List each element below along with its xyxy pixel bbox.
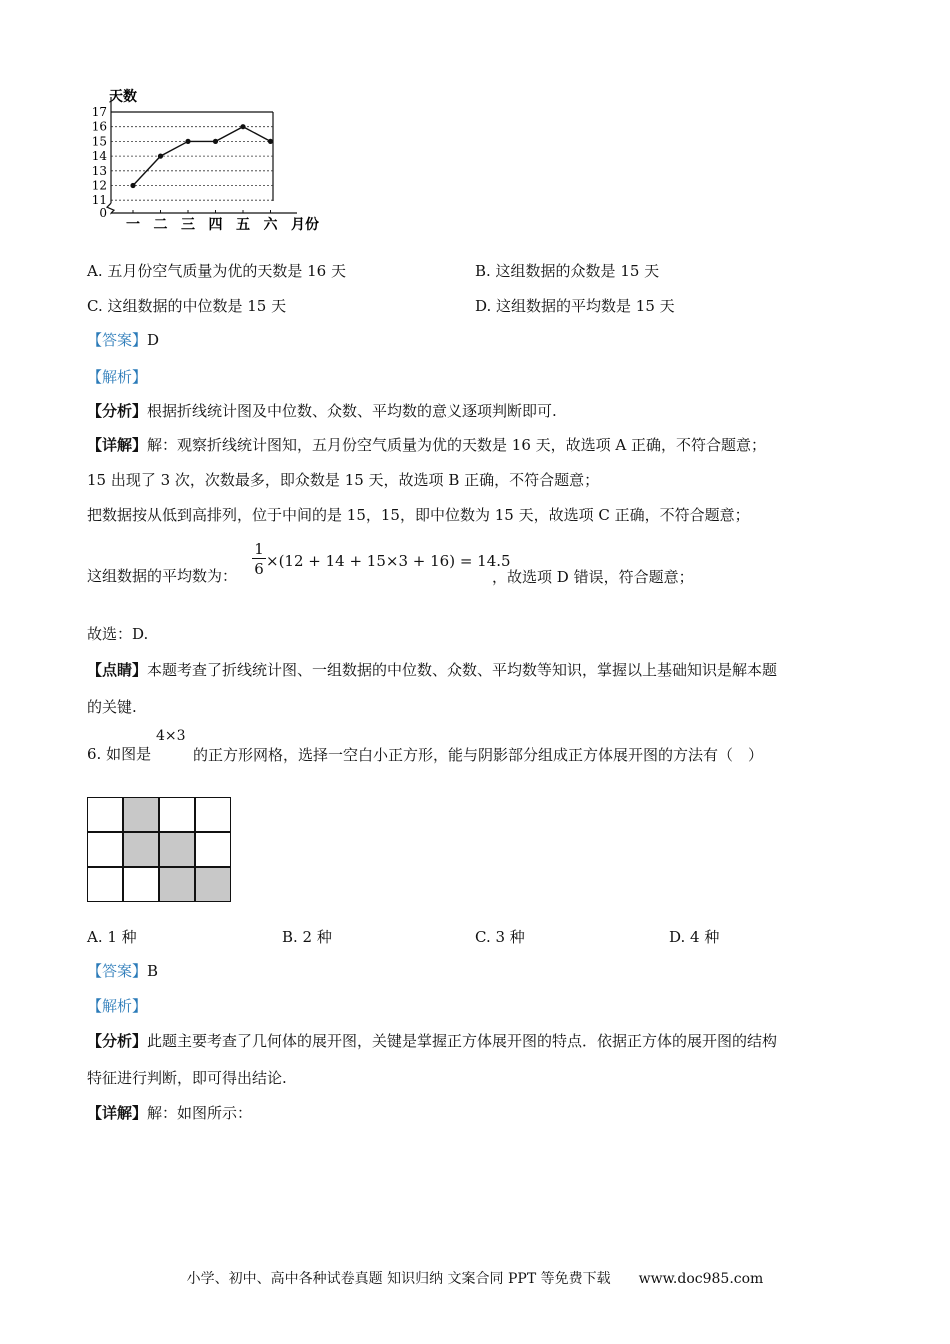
q5-option-c: C. 这组数据的中位数是 15 天 xyxy=(87,297,287,315)
q6-option-a: A. 1 种 xyxy=(87,928,137,946)
q6-option-d: D. 4 种 xyxy=(669,928,720,946)
grid-cell-shaded xyxy=(195,867,231,902)
y-axis-break xyxy=(107,203,114,213)
q5-comment-tag: 【点睛】 xyxy=(87,661,148,679)
x-tick-label: 一 xyxy=(126,217,140,233)
grid-cell-blank xyxy=(87,832,123,867)
grid-cell-blank xyxy=(159,797,195,832)
data-line xyxy=(133,127,271,186)
q5-answer: D xyxy=(147,331,160,349)
q6-answer-line xyxy=(87,961,158,981)
y-tick-label: 12 xyxy=(91,178,107,193)
x-tick-label: 六 xyxy=(263,217,278,233)
y-tick-label: 0 xyxy=(99,206,107,220)
y-tick-label: 11 xyxy=(91,193,107,208)
y-tick-label: 13 xyxy=(91,163,107,178)
grid-cell-blank xyxy=(195,832,231,867)
grid-cell-shaded xyxy=(123,832,159,867)
page-footer: 小学、初中、高中各种试卷真题 知识归纳 文案合同 PPT 等免费下载 www.doc985.com xyxy=(186,1271,764,1287)
data-point xyxy=(213,139,218,144)
q5-comment-line-1 xyxy=(87,660,777,680)
q6-fenxi-line-2: 特征进行判断，即可得出结论. xyxy=(87,1069,287,1087)
q5-option-b: B. 这组数据的众数是 15 天 xyxy=(475,262,660,280)
data-point xyxy=(158,154,163,159)
q5-comment-line-2: 的关键. xyxy=(87,698,137,716)
q6-fenxi-1: 此题主要考查了几何体的展开图，关键是掌握正方体展开图的特点．依据正方体的展开图的结构 xyxy=(147,1032,778,1050)
q6-stem-prefix: 6. 如图是 xyxy=(87,745,152,763)
y-axis-label: 天数 xyxy=(109,89,137,105)
q5-fenxi-line xyxy=(87,401,557,421)
q5-option-d: D. 这组数据的平均数是 15 天 xyxy=(475,297,675,315)
q5-choose: 故选：D. xyxy=(87,625,149,643)
grid-cell-shaded xyxy=(159,867,195,902)
x-tick-label: 二 xyxy=(153,217,168,233)
q5-detail-line-3: 把数据按从低到高排列，位于中间的是 15，15，即中位数为 15 天，故选项 C 正确，不符合题意； xyxy=(87,506,750,524)
q6-answer-tag: 【答案】 xyxy=(87,962,148,980)
grid-cell-blank xyxy=(195,797,231,832)
q5-mean-expr: ×(12 + 14 + 15×3 + 16) = 14.5 xyxy=(266,552,511,570)
x-axis-label: 月份 xyxy=(291,217,319,233)
q5-fenxi: 根据折线统计图及中位数、众数、平均数的意义逐项判断即可. xyxy=(147,402,557,420)
q6-option-c: C. 3 种 xyxy=(475,928,525,946)
q6-detail-line xyxy=(87,1103,252,1123)
y-tick-label: 16 xyxy=(91,119,107,134)
q6-answer: B xyxy=(147,962,159,980)
x-tick-label: 五 xyxy=(236,217,250,233)
q5-comment-1: 本题考查了折线统计图、一组数据的中位数、众数、平均数等知识，掌握以上基础知识是解本题 xyxy=(147,661,778,679)
q5-detail-line-1 xyxy=(87,435,766,455)
q5-detail-tag: 【详解】 xyxy=(87,436,148,454)
q6-fenxi-tag: 【分析】 xyxy=(87,1032,148,1050)
q5-answer-line xyxy=(87,330,159,350)
data-point xyxy=(185,139,190,144)
y-tick-label: 14 xyxy=(91,149,107,164)
grid-cell-shaded xyxy=(159,832,195,867)
grid-cell-blank xyxy=(123,867,159,902)
q6-option-b: B. 2 种 xyxy=(282,928,332,946)
grid-cell-blank xyxy=(87,867,123,902)
x-tick-label: 三 xyxy=(181,217,195,233)
q5-detail-line-2: 15 出现了 3 次，次数最多，即众数是 15 天，故选项 B 正确，不符合题意； xyxy=(87,471,600,489)
q5-mean-frac xyxy=(252,540,266,579)
line-chart xyxy=(85,85,330,235)
q6-grid xyxy=(87,797,233,903)
q5-mean-suffix: ，故选项 D 错误，符合题意； xyxy=(492,568,694,586)
q5-analysis-tag: 【解析】 xyxy=(87,368,148,386)
q6-detail: 解：如图所示： xyxy=(147,1104,253,1122)
q5-fenxi-tag: 【分析】 xyxy=(87,402,148,420)
y-tick-label: 15 xyxy=(91,134,107,149)
q6-detail-tag: 【详解】 xyxy=(87,1104,148,1122)
q5-answer-tag: 【答案】 xyxy=(87,331,148,349)
q5-mean-frac-den: 6 xyxy=(254,560,264,578)
grid-cell-shaded xyxy=(123,797,159,832)
q5-option-a: A. 五月份空气质量为优的天数是 16 天 xyxy=(87,262,346,280)
q6-stem-suffix: 的正方形网格，选择一空白小正方形，能与阴影部分组成正方体展开图的方法有（ ） xyxy=(193,746,764,764)
grid-cell-blank xyxy=(87,797,123,832)
data-point xyxy=(130,183,135,188)
q6-stem-math: 4×3 xyxy=(156,728,186,744)
y-tick-label: 17 xyxy=(91,105,107,119)
q5-mean-frac-num: 1 xyxy=(254,540,264,558)
q5-detail-1: 解：观察折线统计图知，五月份空气质量为优的天数是 16 天，故选项 A 正确，不符合题意； xyxy=(147,436,767,454)
q5-mean-prefix: 这组数据的平均数为： xyxy=(87,567,238,585)
x-tick-label: 四 xyxy=(208,217,223,233)
q6-fenxi-line-1 xyxy=(87,1031,777,1051)
q6-analysis-tag: 【解析】 xyxy=(87,997,148,1015)
data-point xyxy=(240,124,245,129)
data-point xyxy=(268,139,273,144)
